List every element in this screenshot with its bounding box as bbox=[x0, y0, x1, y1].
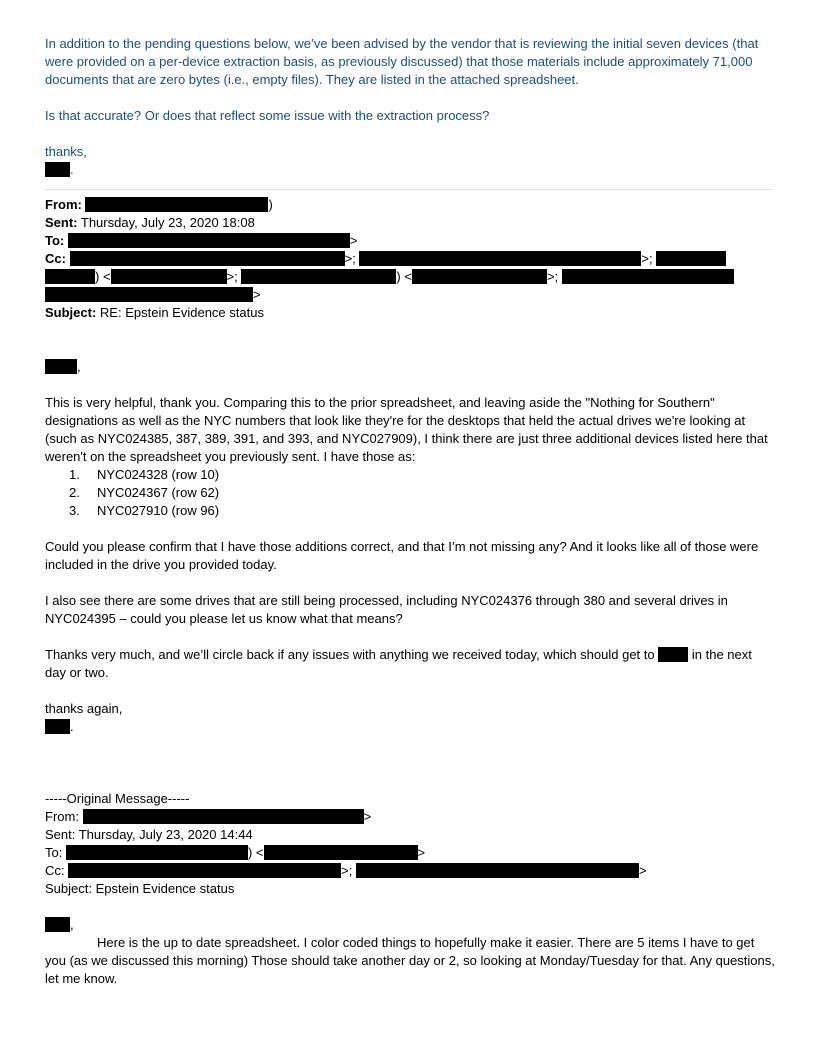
redaction-block bbox=[412, 269, 547, 284]
redaction-block bbox=[264, 845, 418, 860]
list-item: 3. NYC027910 (row 96) bbox=[69, 503, 220, 518]
message-header bbox=[45, 196, 775, 322]
device-list bbox=[45, 466, 775, 520]
redaction-block bbox=[85, 197, 268, 212]
body-paragraph-2: Could you please confirm that I have those additions correct, and that I’m not missing any? And it looks like all of those were included in the drive you provided today. bbox=[45, 539, 759, 572]
reply-section bbox=[45, 35, 775, 179]
reply-paragraph-2: Is that accurate? Or does that reflect some issue with the extraction process? bbox=[45, 108, 490, 123]
redaction-block bbox=[241, 269, 396, 284]
body-closing: thanks again, bbox=[45, 701, 123, 716]
salutation: , bbox=[45, 358, 775, 376]
redaction-block bbox=[45, 719, 70, 734]
list-item: 1. NYC024328 (row 10) bbox=[69, 467, 220, 482]
reply-closing: thanks, bbox=[45, 144, 87, 159]
header-from: From: ) bbox=[45, 197, 273, 212]
body-paragraph-3: I also see there are some drives that are still being processed, including NYC024376 through 380 and several drives in NYC024395 – could you please let us know what that means? bbox=[45, 593, 728, 626]
redaction-block bbox=[359, 251, 641, 266]
redaction-block bbox=[45, 269, 95, 284]
redaction-block bbox=[111, 269, 227, 284]
header-cc-cont-2: > bbox=[45, 286, 775, 304]
body-paragraph-4: Thanks very much, and we’ll circle back if any issues with anything we received today, which should get to in the next day or two. bbox=[45, 647, 752, 680]
original-salutation: , bbox=[45, 916, 775, 934]
redaction-block bbox=[70, 251, 345, 266]
redaction-block bbox=[45, 917, 70, 932]
redaction-block bbox=[658, 647, 688, 662]
header-to: To: > bbox=[45, 233, 358, 248]
original-subject: Subject: Epstein Evidence status bbox=[45, 881, 235, 896]
header-subject: Subject: RE: Epstein Evidence status bbox=[45, 305, 264, 320]
redaction-block bbox=[656, 251, 726, 266]
redaction-block bbox=[45, 287, 253, 302]
redaction-block bbox=[66, 845, 248, 860]
reply-paragraph-1: In addition to the pending questions below, we’ve been advised by the vendor that is reviewing the initial seven devices (that were provided on a per-device extraction basis, as previously discussed) that those materials include approximately 71,000 documents that are zero bytes (i.e., empty files). They are listed in the attached spreadsheet. bbox=[45, 36, 759, 87]
redaction-block bbox=[83, 809, 364, 824]
email-document bbox=[45, 35, 775, 988]
original-body: Here is the up to date spreadsheet. I color coded things to hopefully make it easier. There are 5 items I have to get you (as we discussed this morning) Those should take another day or 2, so looking at Monday/Tuesday for that. Any questions, let me know. bbox=[45, 935, 775, 986]
header-divider bbox=[45, 189, 773, 190]
body-paragraph-1: This is very helpful, thank you. Comparing this to the prior spreadsheet, and leaving aside the "Nothing for Southern" designations as well as the NYC numbers that look like they're for the desktops that held the actual drives we're looking at (such as NYC024385, 387, 389, 391, and 393, and NYC027909), I think there are just three additional devices listed here that weren't on the spreadsheet you previously sent. I have those as: bbox=[45, 395, 768, 464]
redaction-block bbox=[68, 863, 341, 878]
header-cc: Cc: >; >; bbox=[45, 250, 775, 268]
header-sent: Sent: Thursday, July 23, 2020 18:08 bbox=[45, 215, 255, 230]
original-to: To: ) < > bbox=[45, 845, 426, 860]
redaction-block bbox=[45, 359, 77, 374]
redaction-block bbox=[562, 269, 734, 284]
original-divider: -----Original Message----- bbox=[45, 791, 190, 806]
body-signature: . bbox=[45, 718, 775, 736]
original-cc: Cc: >; > bbox=[45, 863, 647, 878]
header-cc-cont: ) < >; ) < >; bbox=[45, 268, 775, 286]
redaction-block bbox=[68, 233, 350, 248]
redaction-block bbox=[356, 863, 639, 878]
list-item: 2. NYC024367 (row 62) bbox=[69, 485, 220, 500]
reply-signature: . bbox=[45, 161, 775, 179]
original-message bbox=[45, 790, 775, 988]
original-from: From: > bbox=[45, 809, 372, 824]
redaction-block bbox=[45, 162, 70, 177]
original-sent: Sent: Thursday, July 23, 2020 14:44 bbox=[45, 827, 253, 842]
message-body bbox=[45, 358, 775, 736]
